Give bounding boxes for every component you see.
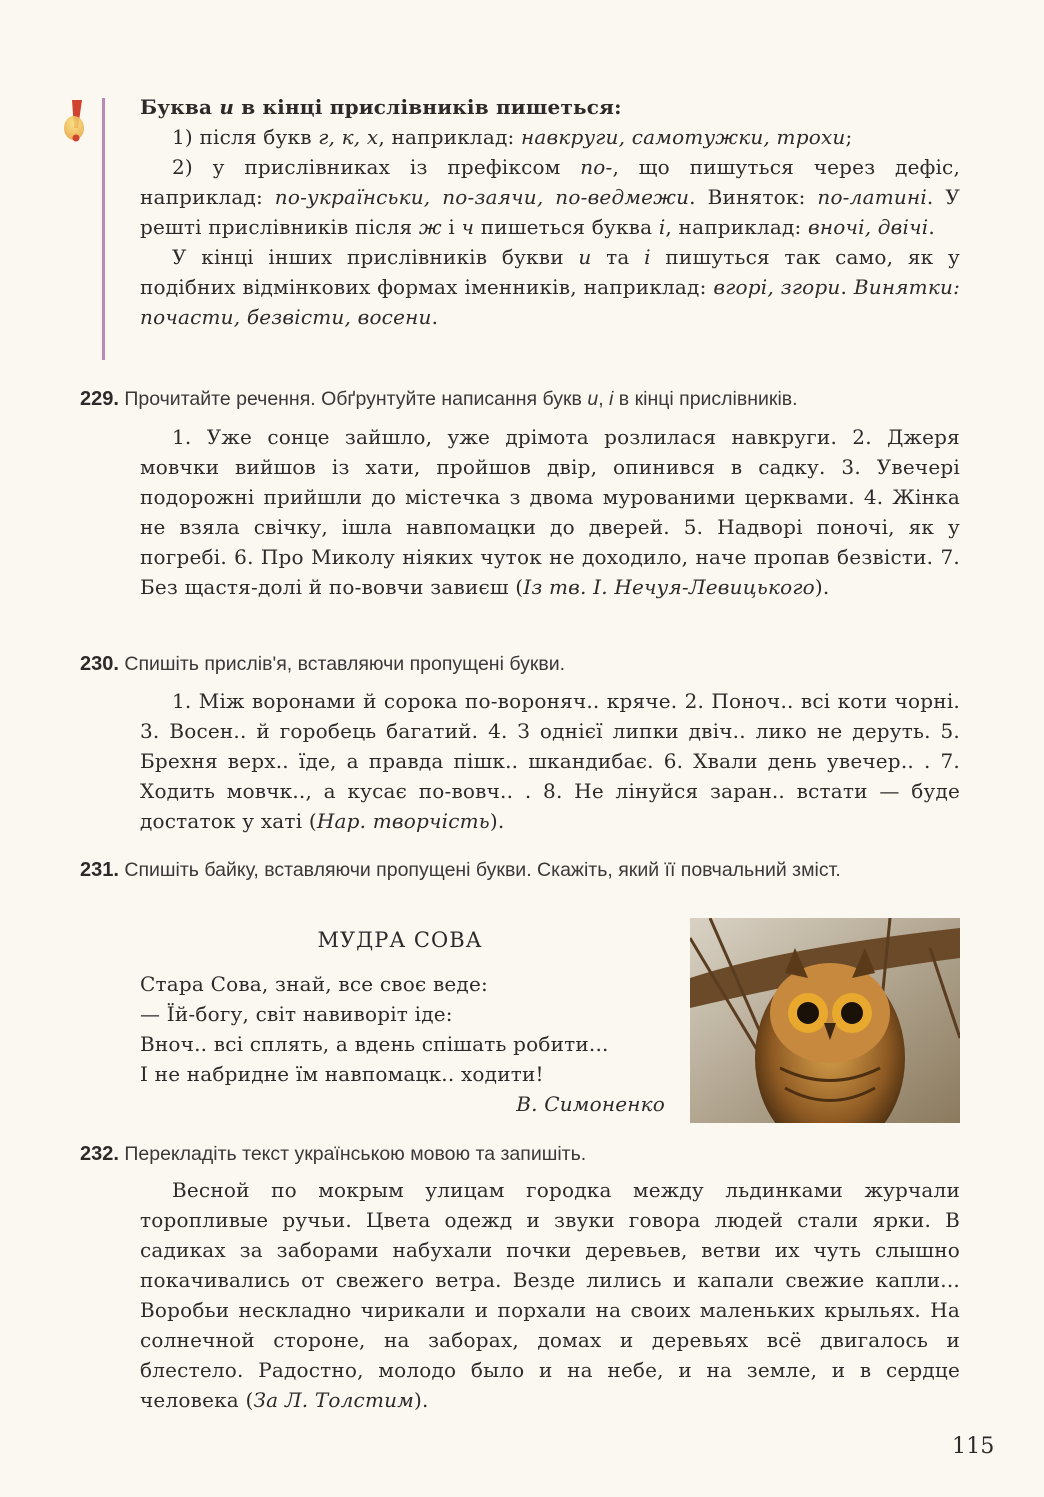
exercise-number: 232. (80, 1143, 119, 1165)
poem-line: Стара Сова, знай, все своє веде: (140, 972, 488, 996)
exercise-232-task: 232. Перекладіть текст українською мовою та запишіть. (80, 1143, 587, 1165)
owl-photo (690, 918, 960, 1123)
exercise-number: 231. (80, 859, 119, 881)
exercise-230-task: 230. Спишіть прислів'я, вставляючи пропущені букви. (80, 653, 566, 675)
poem-author: В. Симоненко (516, 1092, 665, 1116)
page-number: 115 (952, 1434, 995, 1459)
exercise-number: 229. (80, 388, 119, 410)
exercise-number: 230. (80, 653, 119, 675)
exercise-229-text: 1. Уже сонце зайшло, уже дрімота розлилася навкруги. 2. Джеря мовчки вийшов із хати, пройшов двір, опинився в садку. 3. Увечері подорожні прийшли до містечка з двома мурованими церквами. 4. Жінка не взяла свічку, ішла навпомацки до дверей. 5. Надворі поночі, як у погребі. 6. Про Миколу ніяких чуток не доходило, наче пропав безвісти. 7. Без щастя-долі й по-вовчи завиєш (Із тв. І. Нечуя-Левицького). (140, 425, 960, 599)
rule-side-bar (102, 98, 105, 360)
poem (140, 925, 670, 1119)
rule-block (60, 92, 960, 367)
poem-title: МУДРА СОВА (317, 928, 483, 952)
rule-point-3: У кінці інших прислівників букви и та і пишуться так само, як у подібних відмінкових формах іменників, наприклад: вгорі, згори. Винятки: почасти, безвісти, восени. (140, 245, 961, 329)
exercise-231-task: 231. Спишіть байку, вставляючи пропущені букви. Скажіть, який її повчальний зміст. (80, 859, 841, 881)
rule-text (140, 92, 960, 332)
rule-point-1: 1) після букв г, к, х, наприклад: навкруги, самотужки, трохи; (172, 125, 853, 149)
exclamation-icon (60, 96, 90, 146)
exercise-230-text: 1. Між воронами й сорока по-вороняч.. кряче. 2. Поноч.. всі коти чорні. 3. Восен.. й горобець багатий. 4. З однієї липки двіч.. лико не деруть. 5. Брехня верх.. їде, а правда пішк.. шкандибає. 6. Хвали день увечер.. . 7. Ходить мовчк.., а кусає по-вовч.. . 8. Не лінуйся зaран.. встати — буде достаток у хаті (Нар. творчість). (140, 689, 960, 833)
poem-line: Вноч.. всі сплять, а вдень спішать робити... (140, 1032, 609, 1056)
poem-line: І не набридне їм навпомацк.. ходити! (140, 1062, 544, 1086)
rule-point-2: 2) у прислівниках із префіксом по-, що пишуться через дефіс, наприклад: по-українськи, по-заячи, по-ведмежи. Виняток: по-латині. У решті прислівників після ж і ч пишеться буква і, наприклад: вночі, двічі. (140, 155, 961, 239)
poem-line: — Їй-богу, світ навиворіт іде: (140, 1002, 453, 1026)
rule-heading: Буква и в кінці прислівників пишеться: (140, 95, 622, 119)
exercise-229-task: 229. Прочитайте речення. Обґрунтуйте написання букв и, і в кінці прислівників. (80, 388, 798, 410)
exercise-232-text: Весной по мокрым улицам городка между льдинками журчали торопливые ручьи. Цвета одежд и звуки говора людей стали ярки. В садиках за заборами набухали почки деревьев, ветви их чуть слышно покачивались от свежего ветра. Везде лились и капали свежие капли... Воробьи нескладно чирикали и порхали на своих маленьких крыльях. На солнечной стороне, на заборах, домах и деревьях всё двигалось и блестело. Радостно, молодо было и на небе, и на земле, и в сердце человека (За Л. Толстим). (140, 1178, 960, 1412)
